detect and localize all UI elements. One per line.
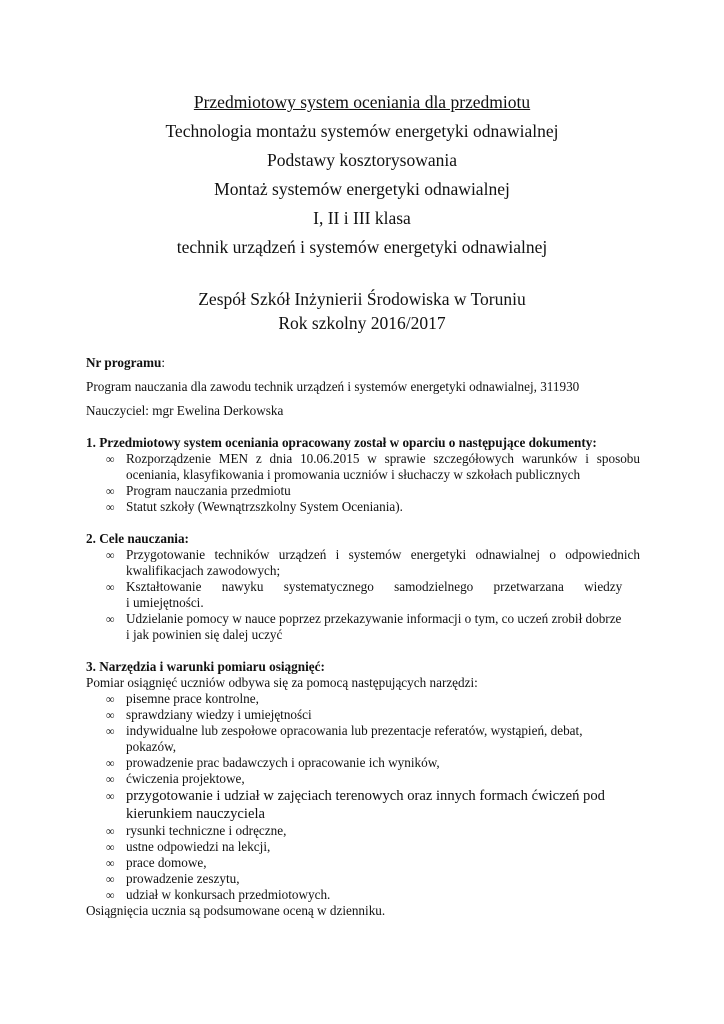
list-item: ∞ przygotowanie i udział w zajęciach terenowych oraz innych formach ćwiczeń pod kierunkiem nauczyciela [106, 788, 605, 822]
program-label: Nr programu [86, 355, 162, 370]
infinity-bullet-icon: ∞ [106, 824, 115, 838]
program-number: Nr programu: [86, 355, 166, 370]
document-body [86, 355, 640, 919]
list-item: ∞ prowadzenie zeszytu, [106, 871, 240, 886]
subject-name-3: Montaż systemów energetyki odnawialnej [214, 179, 510, 199]
program-description: Program nauczania dla zawodu technik urządzeń i systemów energetyki odnawialnej, 311930 [86, 379, 580, 394]
list-item: ∞ pisemne prace kontrolne, [106, 691, 259, 706]
section-1-heading: 1. Przedmiotowy system oceniania opracowany został w oparciu o następujące dokumenty: [86, 435, 597, 450]
list-item: ∞ ćwiczenia projektowe, [106, 771, 245, 786]
infinity-bullet-icon: ∞ [106, 856, 115, 870]
school-block [0, 287, 724, 335]
infinity-bullet-icon: ∞ [106, 772, 115, 786]
list-item: ∞ Statut szkoły (Wewnątrzszkolny System Oceniania). [106, 499, 403, 514]
list-item: ∞ udział w konkursach przedmiotowych. [106, 887, 331, 902]
document-title-block [0, 88, 724, 262]
infinity-bullet-icon: ∞ [106, 500, 115, 514]
section-2-list [86, 547, 640, 643]
list-item: ∞ rysunki techniczne i odręczne, [106, 823, 287, 838]
infinity-bullet-icon: ∞ [106, 452, 115, 466]
section-1-list [86, 451, 640, 515]
infinity-bullet-icon: ∞ [106, 580, 115, 594]
section-3-heading: 3. Narzędzia i warunki pomiaru osiągnięć: [86, 659, 325, 674]
infinity-bullet-icon: ∞ [106, 789, 115, 803]
infinity-bullet-icon: ∞ [106, 612, 115, 626]
profession-name: technik urządzeń i systemów energetyki odnawialnej [176, 237, 548, 257]
infinity-bullet-icon: ∞ [106, 756, 115, 770]
infinity-bullet-icon: ∞ [106, 888, 115, 902]
section-3-list [86, 691, 640, 903]
school-name: Zespół Szkół Inżynierii Środowiska w Toruniu [198, 289, 526, 309]
infinity-bullet-icon: ∞ [106, 724, 115, 738]
list-item: ∞ Rozporządzenie MEN z dnia 10.06.2015 w sprawie szczegółowych warunków i sposobu oceniania, klasyfikowania i promowania uczniów i słuchaczy w szkołach publicznych [106, 451, 640, 482]
class-levels: I, II i III klasa [313, 208, 411, 228]
section-2-heading: 2. Cele nauczania: [86, 531, 189, 546]
list-item: ∞ Przygotowanie techników urządzeń i systemów energetyki odnawialnej o odpowiednich kwalifikacjach zawodowych; [106, 547, 640, 578]
document-title: Przedmiotowy system oceniania dla przedmiotu [193, 92, 531, 112]
list-item: ∞ Kształtowanie nawyku systematycznego samodzielnego przetwarzana wiedzy i umiejętności. [106, 579, 623, 610]
subject-name-1: Technologia montażu systemów energetyki odnawialnej [165, 121, 559, 141]
infinity-bullet-icon: ∞ [106, 484, 115, 498]
infinity-bullet-icon: ∞ [106, 692, 115, 706]
subject-name-2: Podstawy kosztorysowania [266, 150, 458, 170]
infinity-bullet-icon: ∞ [106, 872, 115, 886]
section-3-closing: Osiągnięcia ucznia są podsumowane oceną w dzienniku. [86, 903, 386, 918]
list-item: ∞ sprawdziany wiedzy i umiejętności [106, 707, 312, 722]
teacher-name: Nauczyciel: mgr Ewelina Derkowska [86, 403, 284, 418]
infinity-bullet-icon: ∞ [106, 708, 115, 722]
list-item: ∞ prowadzenie prac badawczych i opracowanie ich wyników, [106, 755, 440, 770]
infinity-bullet-icon: ∞ [106, 840, 115, 854]
list-item: ∞ indywidualne lub zespołowe opracowania lub prezentacje referatów, wystąpień, debat, pokazów, [106, 723, 583, 754]
school-year: Rok szkolny 2016/2017 [278, 313, 446, 333]
list-item: ∞ Program nauczania przedmiotu [106, 483, 291, 498]
infinity-bullet-icon: ∞ [106, 548, 115, 562]
list-item: ∞ ustne odpowiedzi na lekcji, [106, 839, 271, 854]
list-item: ∞ Udzielanie pomocy w nauce poprzez przekazywanie informacji o tym, co uczeń zrobił dobrze i jak powinien się dalej uczyć [106, 611, 622, 642]
list-item: ∞ prace domowe, [106, 855, 207, 870]
section-3-intro: Pomiar osiągnięć uczniów odbywa się za pomocą następujących narzędzi: [86, 675, 478, 690]
